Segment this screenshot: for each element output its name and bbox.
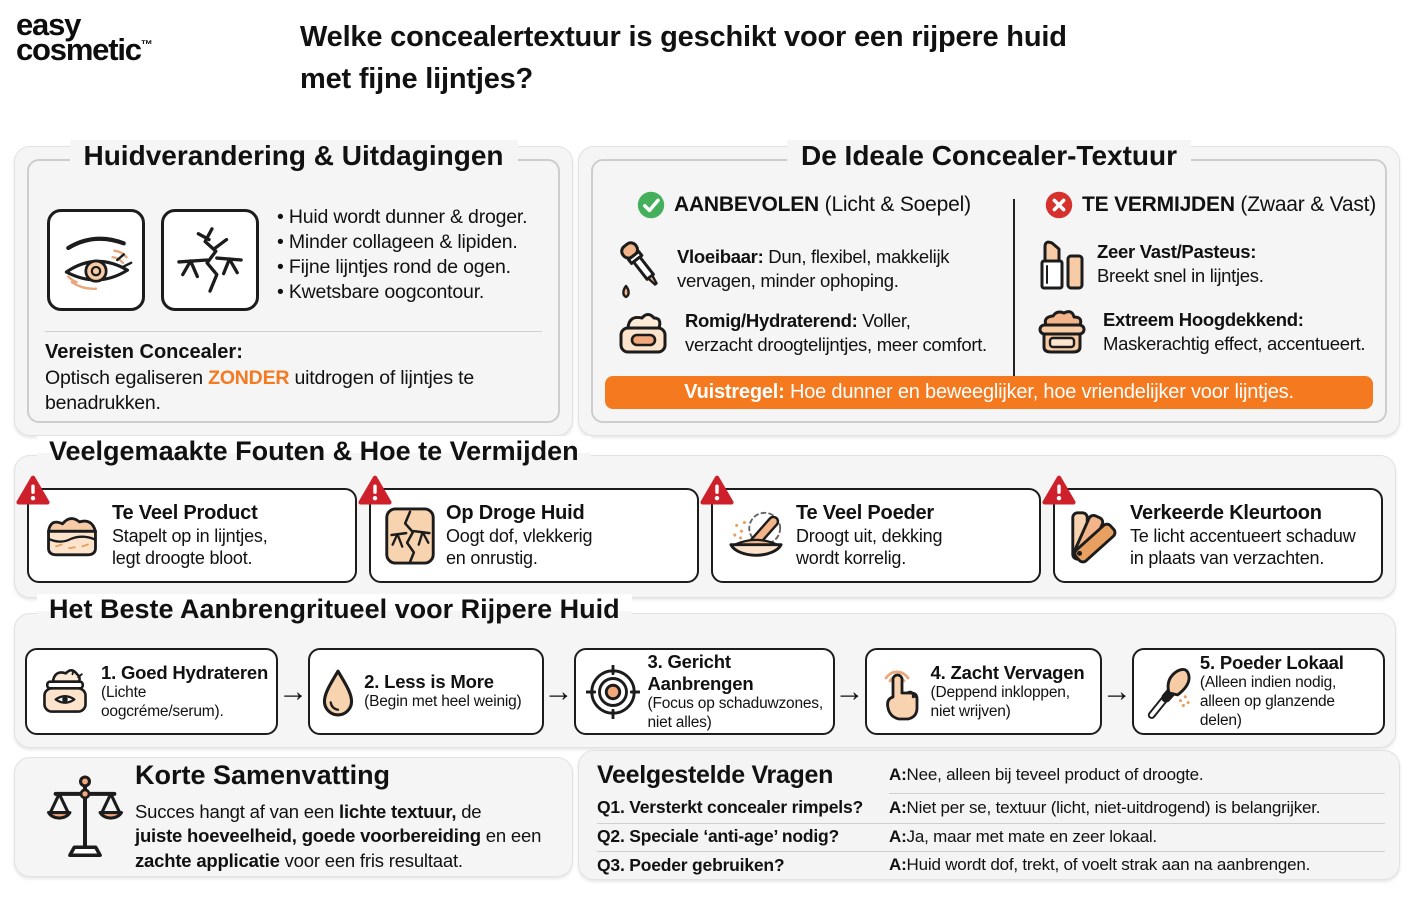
texture-item-text: Zeer Vast/Pasteus: Breekt snel in lijntjes. <box>1097 241 1264 286</box>
ideal-texture-title: De Ideale Concealer-Textuur <box>787 140 1191 172</box>
summary-text: Succes hangt af van een lichte textuur, de juiste hoeveelheid, goede voorbereiding en een zachte applicatie voor een fris resultaat. <box>135 801 542 871</box>
ritual-step-3 <box>574 648 835 735</box>
arrow-icon: → <box>1101 674 1132 708</box>
summary-title: Korte Samenvatting <box>135 760 391 790</box>
mistake-card-body <box>1130 502 1356 570</box>
warning-icon <box>1042 475 1076 506</box>
dry-skin-icon <box>383 506 437 566</box>
faq-panel <box>578 750 1400 880</box>
mistake-cards <box>27 488 1383 583</box>
warning-icon <box>16 475 50 506</box>
recommended-header <box>637 191 971 219</box>
mistake-card-dry-skin <box>369 488 699 583</box>
ritual-panel <box>14 594 1396 748</box>
ritual-title: Het Beste Aanbrengritueel voor Rijpere Huid <box>37 594 632 625</box>
ritual-step-title: 1. Goed Hydrateren <box>101 661 269 683</box>
list-item: • Fijne lijntjes rond de ogen. <box>277 255 527 280</box>
faq-answer: A: Huid wordt dof, trekt, of voelt strak aan na aanbrengen. <box>889 855 1311 874</box>
ritual-step-title: 2. Less is More <box>364 671 494 693</box>
dropper-icon <box>617 239 665 299</box>
skin-changes-panel <box>14 140 573 436</box>
balance-scale-icon <box>45 772 125 862</box>
avoid-label: TE VERMIJDEN (Zwaar & Vast) <box>1082 193 1377 216</box>
ritual-step-desc: (Alleen indien nodig, alleen op glanzende delen) <box>1199 674 1337 729</box>
arrow-icon: → <box>543 674 574 708</box>
brush-icon <box>1144 664 1192 720</box>
mistake-card-desc: Oogt dof, vlekkerig en onrustig. <box>446 525 593 568</box>
ideal-texture-frame <box>591 140 1387 423</box>
trademark-symbol: ™ <box>140 38 153 53</box>
avoid-header <box>1045 191 1376 219</box>
texture-item-thick <box>1033 307 1385 357</box>
ritual-step-body <box>648 651 827 733</box>
mistake-card-desc: Droogt uit, dekking wordt korrelig. <box>796 525 943 568</box>
requirement-text: Optisch egaliseren ZONDER uitdrogen of lijntjes te benadrukken. <box>45 367 474 414</box>
divider <box>45 331 542 332</box>
thick-jar-icon <box>1033 307 1091 357</box>
texture-item-creamy <box>613 309 1009 357</box>
droplet-icon <box>320 667 356 717</box>
ritual-step-1 <box>25 648 278 735</box>
ritual-step-4 <box>865 648 1102 735</box>
summary-panel <box>14 757 573 877</box>
target-icon <box>586 665 640 719</box>
mistake-card-desc: Stapelt op in lijntjes, legt droogte bloot. <box>112 525 268 568</box>
faq-question: Q3. Poeder gebruiken? <box>597 854 785 875</box>
skin-changes-title: Huidverandering & Uitdagingen <box>69 140 517 172</box>
logo-line-2: cosmetic™ <box>16 32 153 68</box>
arrow-icon: → <box>278 674 309 708</box>
skin-challenges-list <box>277 205 527 305</box>
mistake-card-wrong-shade <box>1053 488 1383 583</box>
arrow-icon: → <box>834 674 865 708</box>
ritual-step-desc: (Lichte oogcréme/serum). <box>101 683 224 720</box>
easycosmetic-logo <box>16 7 153 68</box>
ritual-step-body <box>364 671 521 712</box>
mistake-card-title: Op Droge Huid <box>446 501 585 524</box>
list-item: • Minder collageen & lipiden. <box>277 230 527 255</box>
ritual-step-desc: (Deppend inkloppen, niet wrijven) <box>930 683 1070 720</box>
ritual-steps <box>25 648 1385 735</box>
ritual-step-title: 3. Gericht Aanbrengen <box>647 650 754 694</box>
x-circle-icon <box>1045 191 1073 219</box>
layers-icon <box>41 510 103 562</box>
ritual-step-desc: (Focus op schaduwzones, niet alles) <box>647 694 823 731</box>
rule-of-thumb-text: Vuistregel: Hoe dunner en beweeglijker, hoe vriendelijker voor lijntjes. <box>684 381 1294 403</box>
faq-grid <box>597 757 1385 873</box>
faq-question: Q1. Versterkt concealer rimpels? <box>597 793 889 824</box>
faq-answer: A: Ja, maar met mate en zeer lokaal. <box>889 823 1385 852</box>
lipstick-icon <box>1033 235 1085 293</box>
texture-item-text: Vloeibaar: Dun, flexibel, makkelijk vervagen, minder ophoping. <box>677 246 950 291</box>
ritual-step-desc: (Begin met heel weinig) <box>364 693 522 711</box>
rule-of-thumb-banner <box>605 376 1373 409</box>
cream-jar-icon <box>613 309 673 357</box>
texture-item-stick <box>1033 235 1385 293</box>
faq-question: Q2. Speciale ‘anti-age’ nodig? <box>597 823 889 852</box>
check-circle-icon <box>637 191 665 219</box>
eye-icon <box>47 209 145 311</box>
skin-changes-frame <box>27 140 560 423</box>
warning-icon <box>700 475 734 506</box>
swatches-icon <box>1067 507 1121 565</box>
warning-icon <box>358 475 392 506</box>
logo-line-1: easy <box>16 7 81 42</box>
faq-answer: A: Nee, alleen bij teveel product of droogte. <box>889 757 1385 794</box>
column-divider <box>1013 199 1015 377</box>
mistake-card-too-much-powder <box>711 488 1041 583</box>
mistake-card-title: Te Veel Poeder <box>796 501 935 524</box>
recommended-label: AANBEVOLEN (Licht & Soepel) <box>674 193 971 216</box>
mistakes-title: Veelgemaakte Fouten & Hoe te Vermijden <box>37 436 591 467</box>
page-title: Welke concealertextuur is geschikt voor een rijpere huid met fijne lijntjes? <box>300 21 1067 96</box>
mistake-card-body <box>112 502 268 570</box>
tap-icon <box>877 663 923 721</box>
mistakes-panel <box>14 436 1396 598</box>
ritual-step-body <box>1200 652 1377 731</box>
eye-cream-icon <box>37 665 93 719</box>
mistake-card-body <box>796 502 942 570</box>
requirement-title: Vereisten Concealer: <box>45 341 243 363</box>
ritual-step-body <box>101 662 270 722</box>
ritual-step-2 <box>308 648 543 735</box>
ritual-step-title: 4. Zacht Vervagen <box>930 661 1085 683</box>
ideal-texture-panel <box>578 140 1400 436</box>
ritual-step-body <box>931 662 1085 722</box>
mistake-card-body <box>446 502 592 570</box>
powder-bowl-icon <box>725 508 787 564</box>
texture-item-text: Romig/Hydraterend: Voller, verzacht droogtelijntjes, meer comfort. <box>685 310 987 355</box>
mistake-card-title: Verkeerde Kleurtoon <box>1130 501 1322 524</box>
list-item: • Kwetsbare oogcontour. <box>277 280 527 305</box>
texture-item-liquid <box>617 239 1009 299</box>
ritual-step-5 <box>1132 648 1385 735</box>
faq-answer: A: Niet per se, textuur (licht, niet-uitdrogend) is belangrijker. <box>889 793 1385 824</box>
mistake-card-title: Te Veel Product <box>112 501 258 524</box>
skin-icons <box>47 209 259 311</box>
faq-title: Veelgestelde Vragen <box>597 760 834 789</box>
mistake-card-too-much-product <box>27 488 357 583</box>
wrinkles-icon <box>161 209 259 311</box>
mistake-card-desc: Te licht accentueert schaduw in plaats van verzachten. <box>1130 525 1356 568</box>
ritual-step-title: 5. Poeder Lokaal <box>1199 652 1344 674</box>
list-item: • Huid wordt dunner & droger. <box>277 205 527 230</box>
texture-item-text: Extreem Hoogdekkend: Maskerachtig effect, accentueert. <box>1103 309 1366 354</box>
